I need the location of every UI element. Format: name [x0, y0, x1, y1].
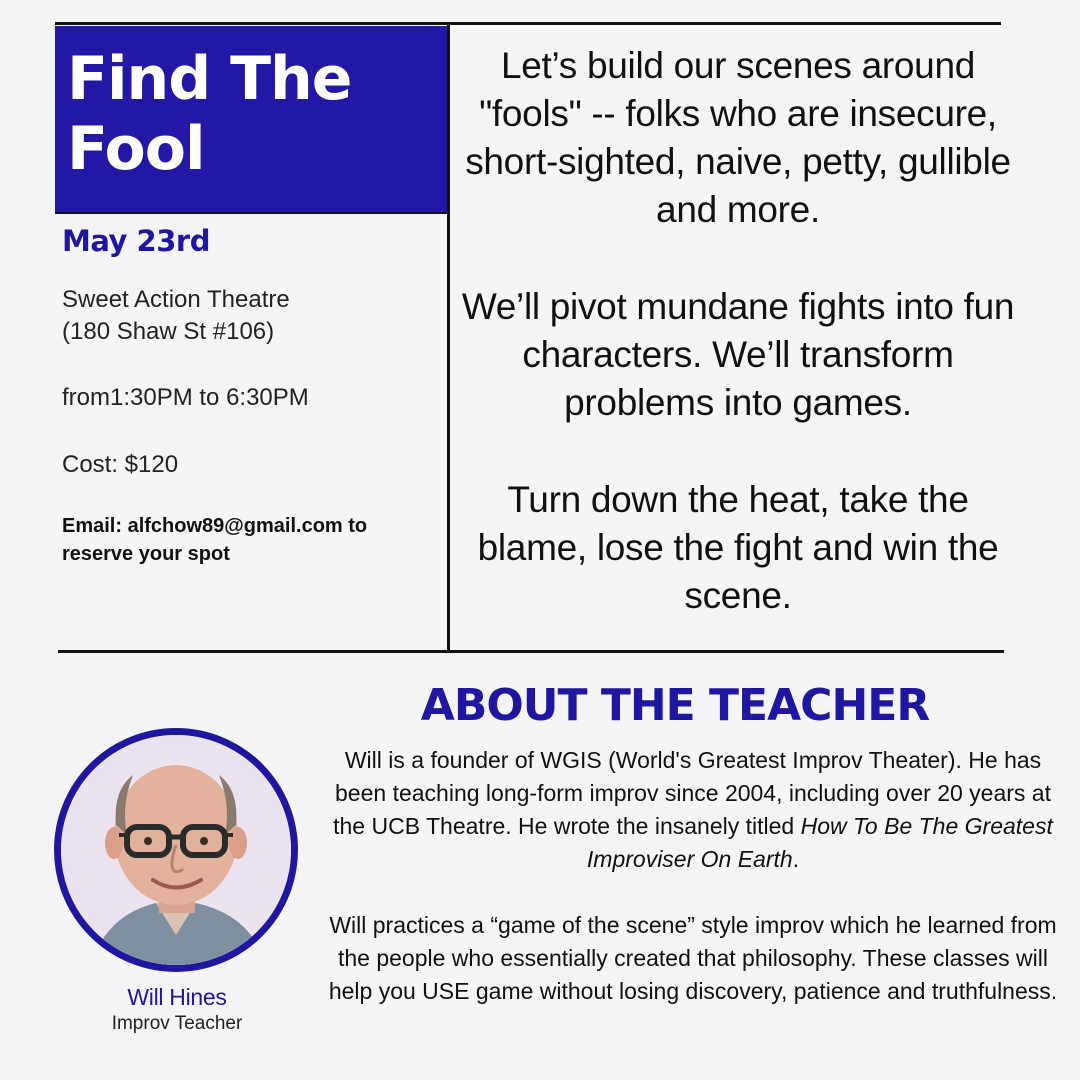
venue-address: (180 Shaw St #106) — [62, 318, 275, 345]
email-reservation: Email: alfchow89@gmail.com to reserve your spot — [62, 515, 368, 565]
top-rule — [55, 22, 1001, 25]
event-time: from1:30PM to 6:30PM — [62, 384, 309, 411]
column-divider — [447, 24, 450, 651]
teacher-portrait-icon — [61, 735, 291, 965]
bio-period: . — [792, 846, 800, 872]
about-body — [318, 744, 1068, 1041]
venue-name: Sweet Action Theatre — [62, 286, 290, 313]
bio-paragraph: Will practices a “game of the scene” style improv which he learned from the people who essentially created that philosophy. These classes will help you USE game without losing discovery, patience and truthfulness. — [328, 912, 1058, 1004]
description-paragraph: Turn down the heat, take the blame, lose the fight and win the scene. — [477, 479, 999, 616]
workshop-description — [458, 42, 1018, 669]
description-paragraph: Let’s build our scenes around "fools" -- folks who are insecure, short-sighted, naive, petty, gullible and more. — [465, 45, 1011, 230]
event-cost: Cost: $120 — [62, 451, 179, 478]
event-date: May 23rd — [62, 224, 210, 258]
title-box — [55, 26, 447, 212]
about-heading: ABOUT THE TEACHER — [420, 680, 930, 731]
bio-paragraph — [318, 744, 1068, 876]
bio-text: Will is a founder of WGIS (World's Greatest Improv Theater). He has been teaching long-form improv since 2004, including over 20 years at the UCB Theatre. He wrote the insanely titled — [333, 747, 1051, 839]
teacher-avatar — [54, 728, 298, 972]
teacher-name: Will Hines — [127, 984, 227, 1010]
description-paragraph: We’ll pivot mundane fights into fun characters. We’ll transform problems into games. — [461, 286, 1015, 423]
teacher-role: Improv Teacher — [111, 1013, 243, 1034]
book-title: How To Be The Greatest Improviser On Earth — [586, 813, 1053, 872]
event-title: Find The Fool — [67, 44, 352, 184]
